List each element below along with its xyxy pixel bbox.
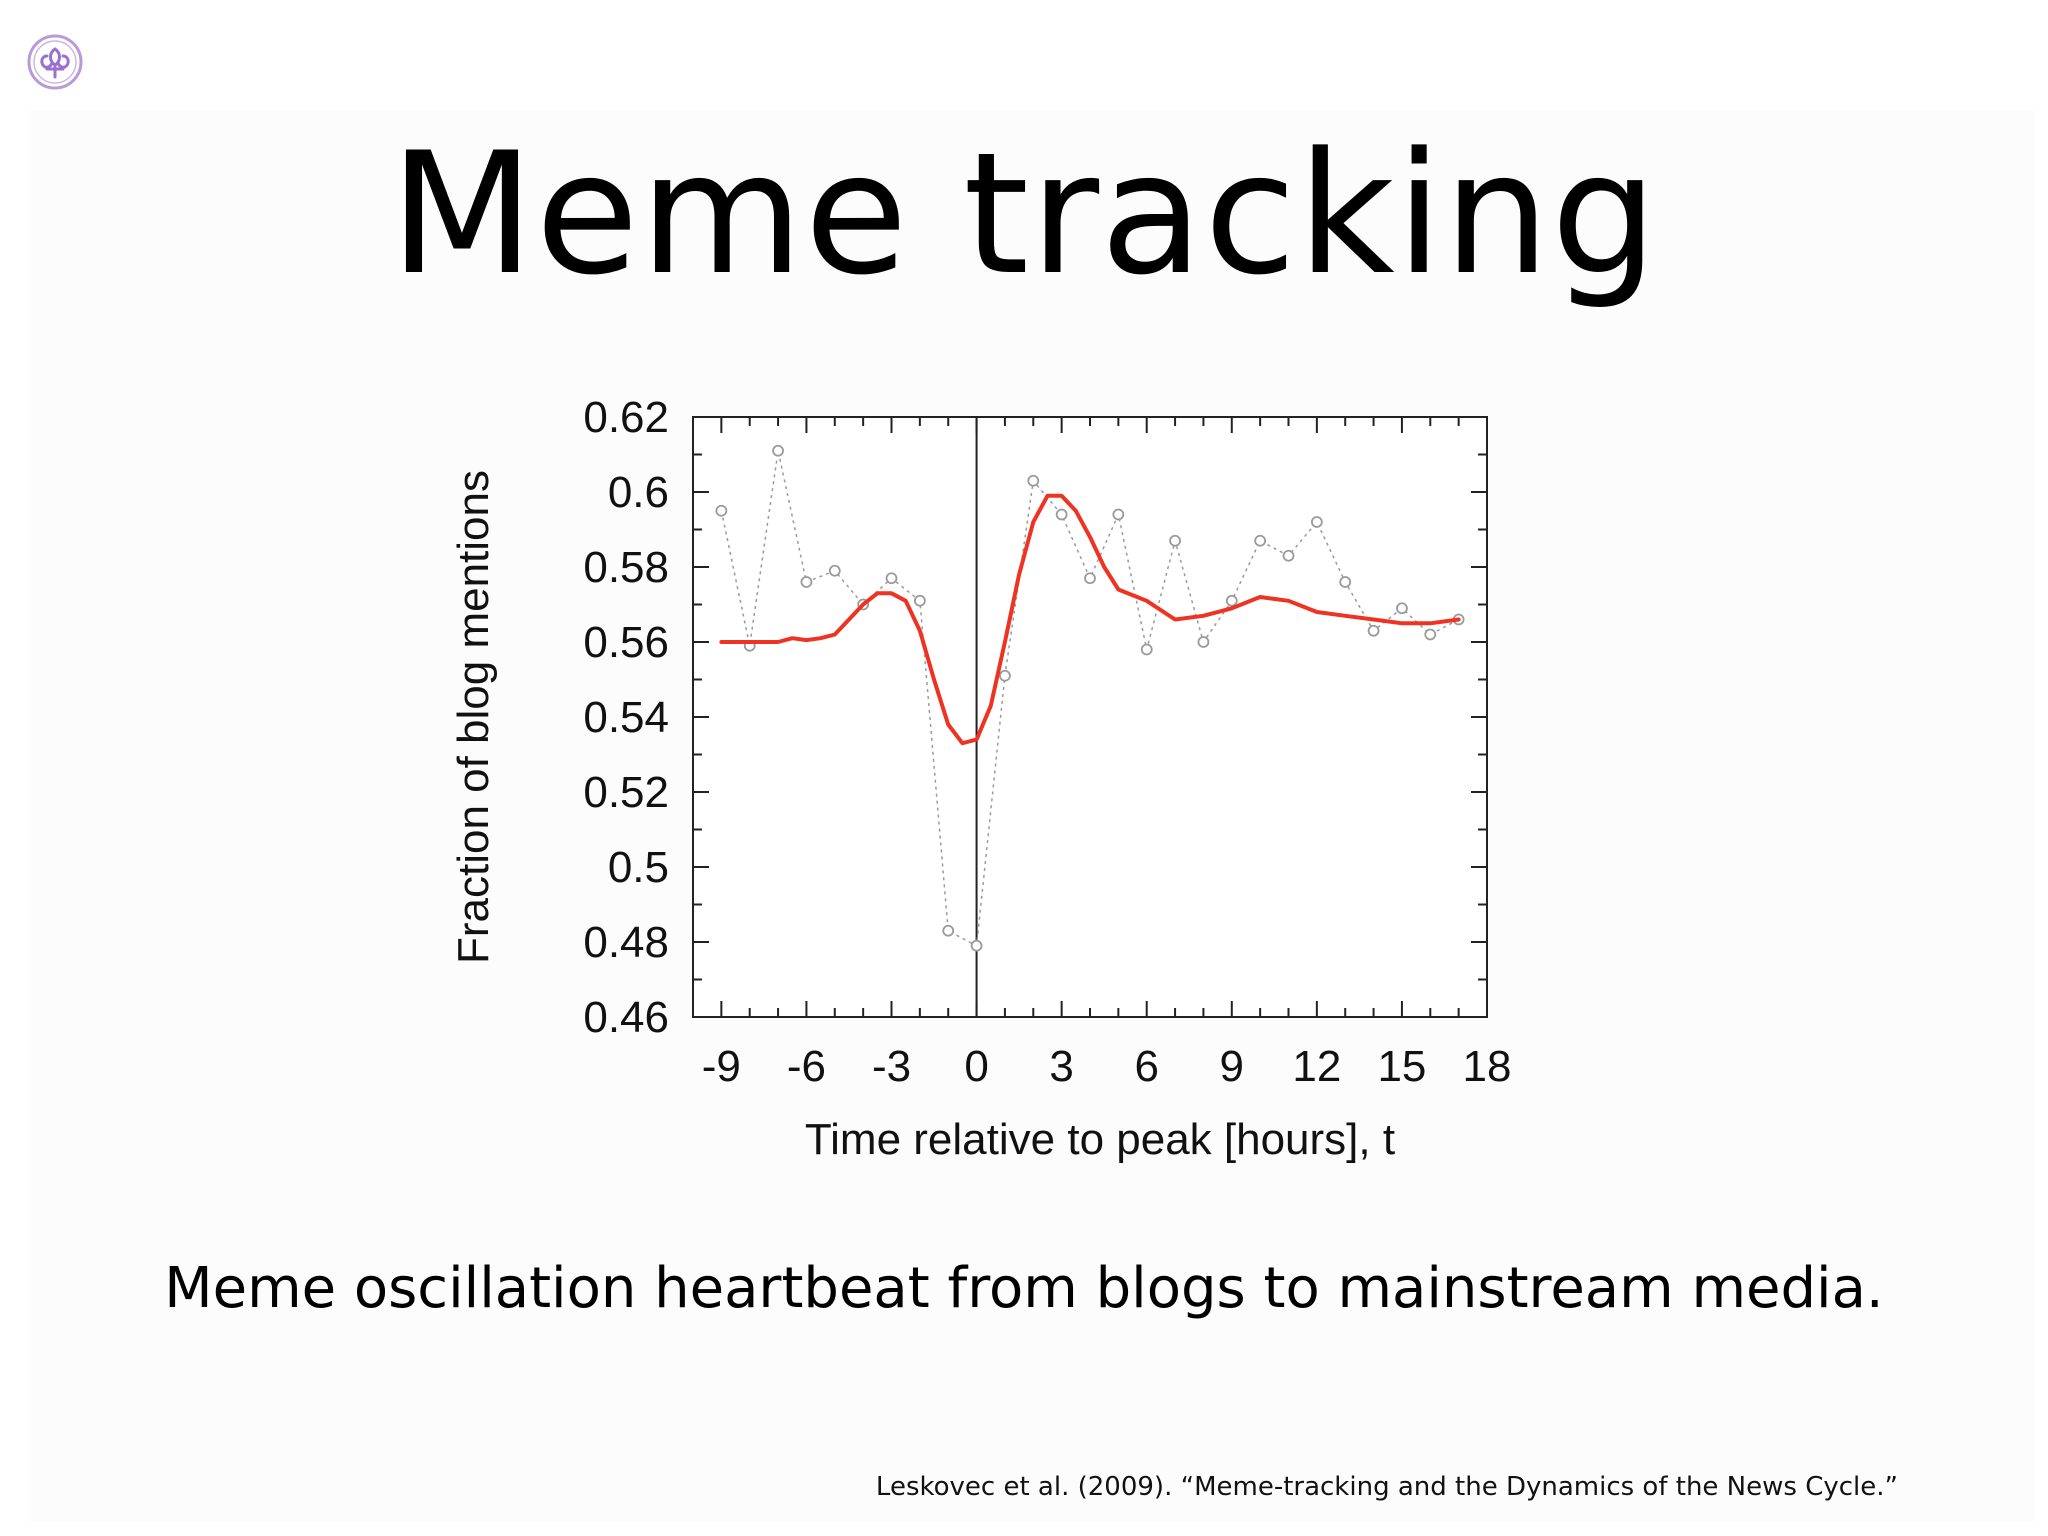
slide-subtitle: Meme oscillation heartbeat from blogs to mainstream media.: [164, 1256, 1884, 1321]
data-point: [1284, 551, 1294, 561]
data-point: [1425, 630, 1435, 640]
data-point: [1227, 596, 1237, 606]
citation: Leskovec et al. (2009). “Meme-tracking and the Dynamics of the News Cycle.”: [875, 1472, 1898, 1502]
y-tick-label: 0.46: [583, 993, 669, 1042]
data-point: [1369, 626, 1379, 636]
data-point: [1085, 573, 1095, 583]
x-tick-label: 15: [1377, 1042, 1427, 1091]
data-point: [830, 566, 840, 576]
y-tick-label: 0.5: [607, 843, 669, 892]
data-point: [1170, 536, 1180, 546]
x-tick-label: 3: [1049, 1042, 1074, 1091]
data-point: [943, 926, 953, 936]
data-point: [887, 573, 897, 583]
y-tick-label: 0.48: [583, 918, 669, 967]
data-point: [972, 941, 982, 951]
x-axis-title: Time relative to peak [hours], t: [804, 1115, 1396, 1164]
data-point: [1340, 577, 1350, 587]
y-tick-label: 0.62: [583, 393, 669, 442]
data-point: [801, 577, 811, 587]
plot-frame: [693, 417, 1487, 1017]
y-tick-label: 0.54: [583, 693, 669, 742]
x-tick-label: 0: [964, 1042, 989, 1091]
data-point: [1397, 603, 1407, 613]
data-point: [1198, 637, 1208, 647]
data-point: [1142, 645, 1152, 655]
data-point: [1255, 536, 1265, 546]
data-point: [1057, 510, 1067, 520]
x-tick-label: 9: [1219, 1042, 1245, 1091]
x-tick-label: 18: [1462, 1042, 1512, 1091]
x-tick-label: 12: [1292, 1042, 1342, 1091]
data-point: [773, 446, 783, 456]
data-point: [1113, 510, 1123, 520]
y-axis-title: Fraction of blog mentions: [449, 469, 498, 965]
y-tick-label: 0.58: [583, 543, 669, 592]
x-tick-label: 6: [1134, 1042, 1159, 1091]
slide-title: Meme tracking: [389, 116, 1659, 312]
x-tick-label: -6: [786, 1042, 826, 1091]
x-tick-label: -9: [701, 1042, 741, 1091]
data-point: [915, 596, 925, 606]
y-tick-label: 0.6: [607, 468, 669, 517]
data-point: [716, 506, 726, 516]
y-tick-label: 0.52: [583, 768, 669, 817]
data-point: [1000, 671, 1010, 681]
y-tick-label: 0.56: [583, 618, 669, 667]
data-point: [1312, 517, 1322, 527]
data-point: [1028, 476, 1038, 486]
x-tick-label: -3: [871, 1042, 912, 1091]
